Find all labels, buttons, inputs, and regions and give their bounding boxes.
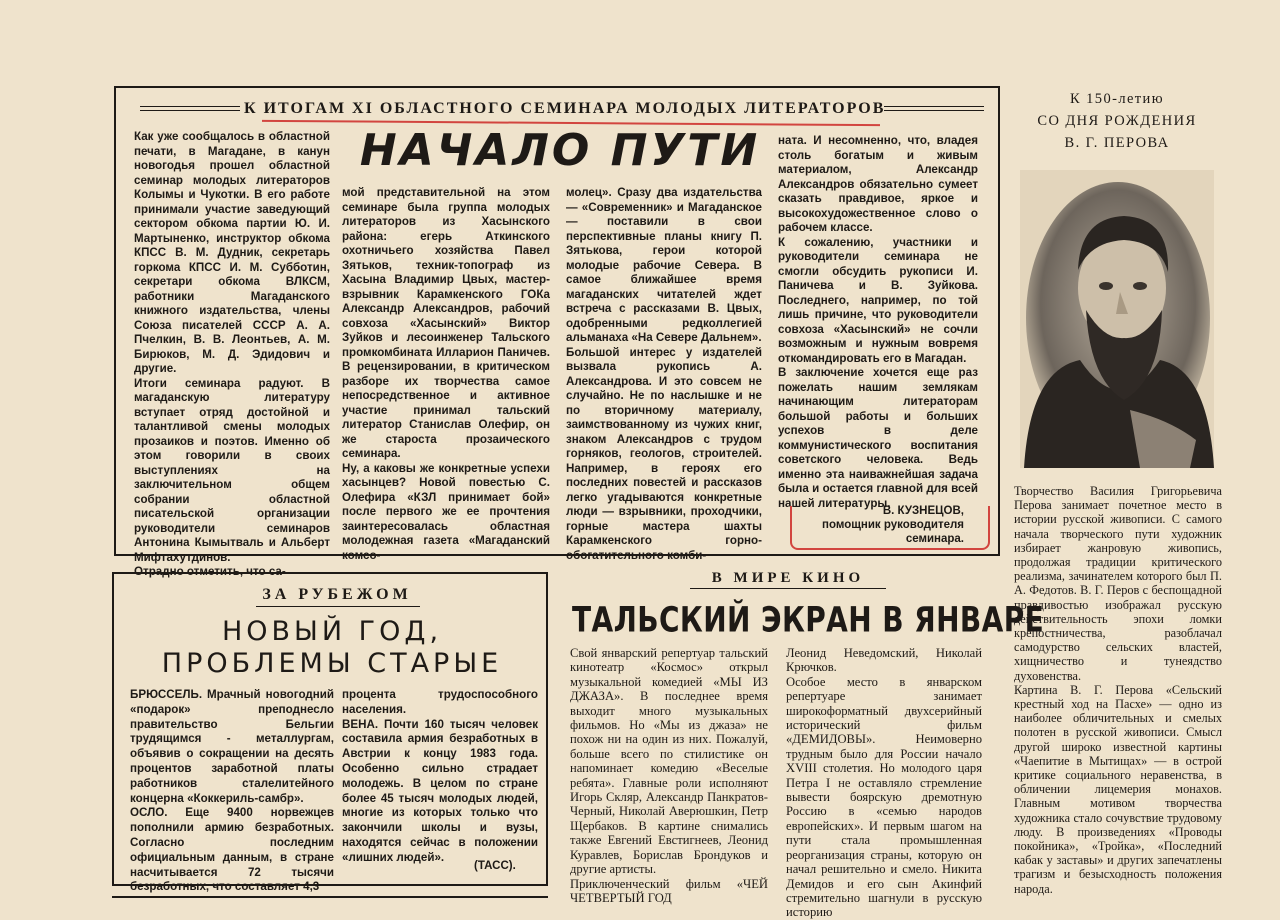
- rubric-underline-foreign: [256, 606, 420, 607]
- next-article-rule: [112, 896, 548, 898]
- article1-col3: молец». Сразу два издательства — «Современник» и Магаданское — поставили в свои перспективные планы книгу П. Зятькова, герои которой молодые рабочие Севера. В самое ближайшее время магаданских читателей ждет встреча с рассказами В. Цвых, одобренными редколлегией альманаха «На Севере Дальнем». Большой интерес у издателей вызвала рукопись А. Александрова. И это совсем не случайно. Не по наслышке и не по вторичному материалу, заимствованному из чужих книг, знаком Александров с трудом горняков, геологов, строителей. Например, в героях его последних повестей и рассказов легко угадываются конкретные люди — взрывники, проходчики, горные мастера шахты Карамкенского горно-обогатительного комби-: [566, 186, 762, 562]
- rubric-underline-kino: [690, 588, 886, 589]
- article2-col1: БРЮССЕЛЬ. Мрачный новогодний «подарок» преподнесло правительство Бельгии трудящимся - металлургам, объявив о сокращении на десять процентов заработной платы работников сталелитейного концерна «Коккериль-самбр». ОСЛО. Еще 9400 норвежцев пополнили армию безработных. Согласно последним официальным данным, в стране насчитывается 72 тысячи безработных, что составляет 4,3: [130, 688, 334, 894]
- article1-col4: ната. И несомненно, что, владея столь богатым и живым материалом, Александр Александров обязательно сумеет сказать правдивое, яркое и высокохудожественное слово о рабочем классе. К сожалению, участники и руководители семинара не смогли обсудить рукописи И. Паничева и В. Зуйкова. Последнего, например, по той лишь причине, что руководители совхоза «Хасынский» не сочли возможным и нужным вовремя откомандировать его в Магадан. В заключение хочется еще раз пожелать нашим землякам начинающим литераторам большой работы и больших успехов в деле коммунистического воспитания советского человека. Ведь именно эта наиважнейшая задача была и остается главной для всей нашей литературы.: [778, 134, 978, 510]
- article-title-talsky-ekran: ТАЛЬСКИЙ ЭКРАН В ЯНВАРЕ: [572, 598, 1045, 640]
- sidebar-heading-perov: К 150-летию СО ДНЯ РОЖДЕНИЯ В. Г. ПЕРОВА: [1037, 91, 1197, 151]
- article-title-novy-god: НОВЫЙ ГОД, ПРОБЛЕМЫ СТАРЫЕ: [161, 616, 503, 679]
- red-signature-bracket: [790, 506, 990, 550]
- rubric-rule-right: [884, 106, 984, 111]
- rubric-rule-left: [140, 106, 240, 111]
- perov-portrait: [1020, 170, 1214, 468]
- sidebar-text-perov: Творчество Василия Григорьевича Перова занимает почетное место в истории русской живописи. С самого начала творческого пути художник избирает жанровую живопись, продолжая традиции критического реализма, зачинателем которого был П. А. Федотов. В. Г. Перов с беспощадной правдивостью изображал русскую действительность эпохи ломки крепостничества, разоблачал самодурство сельских властей, хищничество и тунеядство духовенства. Картина В. Г. Перова «Сельский крестный ход на Пасхе» — одно из наиболее обличительных и смелых полотен в русской живописи. Смысл другой широко известной картины «Чаепитие в Мытищах» — в острой критике социального неравенства, в обличении лицемерия монахов. Главным мотивом творчества художника стало сочувствие трудовому люду. В произведениях «Проводы покойника», «Тройка», «Последний кабак у заставы» и других запечатлены трагизм и безысходность положения народа.: [1014, 484, 1222, 896]
- article1-col2: мой представительной на этом семинаре была группа молодых литераторов из Хасынского района: егерь Аткинского охотничьего хозяйства Павел Зятьков, техник-топограф из Хасына Владимир Цвых, мастер-взрывник Карамкенского ГОКа Александр Александров, рабочий совхоза «Хасынский» Виктор Зуйков и лесоинженер Тальского промкомбината Илларион Паничев. В рецензировании, в критическом разборе их творчества самое непосредственное и активное участие принимал тальский литератор Станислав Олефир, он же староста прозаического семинара. Ну, а каковы же конкретные успехи хасынцев? Новой повестью С. Олефира «КЗЛ принимает бой» после первого же ее прочтения заинтересовалась областная молодежная газета «Магаданский комсо-: [342, 186, 550, 562]
- rubric-za-rubezhom: ЗА РУБЕЖОМ: [262, 586, 412, 603]
- article3-col2: Леонид Неведомский, Николай Крючков. Особое место в январском репертуаре занимает широкоформатный двухсерийный исторический фильм «ДЕМИДОВЫ». Неимоверно трудным было для России начало XVIII столетия. Но молодого царя Петра I не оставляло стремление вывести боярскую дремотную Россию в «семью народов европейских». И первым шагом на пути стала промышленная реорганизация страны, которую он начал решительно и смело. Никита Демидов и его сын Акинфий стремительно шагнули в русскую историю: [786, 646, 982, 920]
- article-title-nachalo-puti: НАЧАЛО ПУТИ: [359, 125, 761, 176]
- article2-source: (ТАСС).: [474, 860, 516, 872]
- rubric-v-mire-kino: В МИРЕ КИНО: [711, 570, 865, 586]
- rubric-seminar: К ИТОГАМ XI ОБЛАСТНОГО СЕМИНАРА МОЛОДЫХ ЛИТЕРАТОРОВ: [244, 100, 886, 117]
- article1-col1: Как уже сообщалось в областной печати, в Магадане, в канун новогодья прошел областной семинар молодых литераторов Колымы и Чукотки. В его работе принимали участие заведующий сектором обкома партии Ю. И. Мартыненко, инструктор обкома КПСС В. М. Дудник, секретарь горкома КПСС И. М. Субботин, секретари обкома ВЛКСМ, работники Магаданского книжного издательства, члены Союза писателей СССР А. А. Пчелкин, В. В. Леонтьев, А. М. Бирюков, М. Д. Эдидович и другие. Итоги семинара радуют. В магаданскую литературу вступает отряд достойной и талантливой смены молодых прозаиков и поэтов. Именно об этом говорили в своих выступлениях на заключительном общем собрании областной писательской организации руководители семинаров Антонина Кымытваль и Альберт Мифтахутдинов. Отрадно отметить, что са-: [134, 130, 330, 578]
- article1-signature: В. КУЗНЕЦОВ, помощник руководителя семинара.: [822, 505, 964, 545]
- article3-col1: Свой январский репертуар тальский кинотеатр «Космос» открыл музыкальной комедией «МЫ ИЗ ДЖАЗА». В последнее время выходит много музыкальных фильмов. Но «Мы из джаза» не похож ни на один из них. Пожалуй, больше всего по стилистике он напоминает комедию «Веселые ребята». Главные роли исполняют Игорь Скляр, Александр Панкратов-Черный, Николай Аверюшкин, Петр Щербаков. В картине снимались также Евгений Евстигнеев, Леонид Куравлев, Борислав Брондуков и другие артисты. Приключенческий фильм «ЧЕЙ ЧЕТВЕРТЫЙ ГОД: [570, 646, 768, 905]
- article2-col2: процента трудоспособного населения. ВЕНА. Почти 160 тысяч человек составила армия безработных в Австрии к концу 1983 года. Особенно сильно страдает молодежь. В целом по стране более 45 тысяч молодых людей, многие из которых только что закончили школы и вузы, находятся сейчас в положении «лишних людей».: [342, 688, 538, 864]
